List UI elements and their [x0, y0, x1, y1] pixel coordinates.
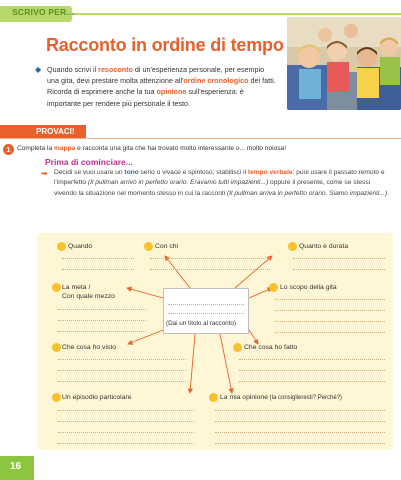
meta-label: La meta /: [62, 284, 91, 291]
bullet-dot-icon: [52, 343, 61, 352]
opinione-line[interactable]: [215, 421, 385, 422]
episodio-line[interactable]: [58, 410, 194, 411]
scopo-line[interactable]: [275, 310, 385, 311]
scopo-line[interactable]: [275, 299, 385, 300]
bullet-dot-icon: [144, 242, 153, 251]
con-chi-line[interactable]: [150, 258, 270, 259]
bullet-dot-icon: [288, 242, 297, 251]
quando-label: Quando: [68, 243, 93, 250]
bullet-dot-icon: [209, 393, 218, 402]
intro-paragraph: Quando scrivi il resoconto di un'esperienza personale, per esempio una gita, devi prestare molta attenzione all'ordine cronologico dei fatti. Ricorda di esprimere anche la tua opinione sull'esperienza: è importante per rendere più personale il testo.: [47, 65, 276, 108]
exercise-instruction: Completa la mappa e racconta una gita che hai trovato molto interessante o... molto noiosa!: [17, 145, 287, 152]
episodio-line[interactable]: [58, 432, 194, 433]
page-number-tab: 16: [0, 456, 34, 480]
exercise-number: 1: [3, 144, 14, 155]
visto-label: Che cosa ho visto: [62, 344, 117, 351]
fatto-label: Che cosa ho fatto: [244, 344, 298, 351]
mezzo-label: Con quale mezzo: [62, 293, 115, 300]
meta-line[interactable]: [58, 320, 146, 321]
meta-line[interactable]: [58, 331, 146, 332]
quando-line[interactable]: [62, 269, 134, 270]
diamond-arrow-icon: ◆: [35, 65, 42, 74]
subheading: Prima di cominciare...: [45, 157, 133, 167]
visto-line[interactable]: [58, 359, 186, 360]
title-line[interactable]: [168, 304, 244, 305]
scopo-line[interactable]: [275, 321, 385, 322]
opinione-label: La mia opinione (la consiglieresti? Perché?): [220, 394, 343, 401]
quando-line[interactable]: [62, 258, 134, 259]
opinione-line[interactable]: [215, 443, 385, 444]
tips-paragraph: Decidi se vuoi usare un tono serio o vivace e spintoso; stabilisci il tempo verbale: puoi usare il passato remoto e l'imperfetto (Il pullman arrivò in perfetto orario. Eravamo tutti impazienti...) oppure il presente, come se stessi vivendo la situazione nel momento stesso in cui la racconti (Il pullman arriva in perfetto orario. Siamo impazienti...).: [54, 169, 389, 197]
visto-line[interactable]: [58, 381, 186, 382]
provaci-badge: PROVACI!: [0, 125, 86, 139]
fatto-line[interactable]: [239, 370, 385, 371]
bullet-dot-icon: [233, 343, 242, 352]
episodio-label: Un episodio particolare: [62, 394, 132, 401]
con-chi-label: Con chi: [155, 243, 179, 250]
quanto-durata-line[interactable]: [293, 258, 385, 259]
bullet-dot-icon: [57, 242, 66, 251]
visto-line[interactable]: [58, 370, 186, 371]
bullet-dot-icon: [269, 283, 278, 292]
arrow-right-icon: ➡: [41, 169, 48, 178]
title-line[interactable]: [168, 313, 244, 314]
opinione-line[interactable]: [215, 432, 385, 433]
opinione-line[interactable]: [215, 410, 385, 411]
scopo-label: Lo scopo della gita: [280, 284, 337, 291]
fatto-line[interactable]: [239, 359, 385, 360]
page-title: Racconto in ordine di tempo: [46, 35, 284, 55]
con-chi-line[interactable]: [150, 269, 270, 270]
story-title-hint: (Dai un titolo al racconto): [166, 320, 236, 327]
scopo-line[interactable]: [275, 332, 385, 333]
episodio-line[interactable]: [58, 421, 194, 422]
bullet-dot-icon: [52, 393, 61, 402]
quanto-durata-line[interactable]: [293, 269, 385, 270]
story-title-box[interactable]: [163, 288, 249, 334]
meta-line[interactable]: [58, 309, 146, 310]
quanto-durata-label: Quanto è durata: [299, 243, 349, 250]
bullet-dot-icon: [52, 283, 61, 292]
fatto-line[interactable]: [239, 381, 385, 382]
episodio-line[interactable]: [58, 443, 194, 444]
section-title: SCRIVO PER...: [12, 7, 75, 17]
